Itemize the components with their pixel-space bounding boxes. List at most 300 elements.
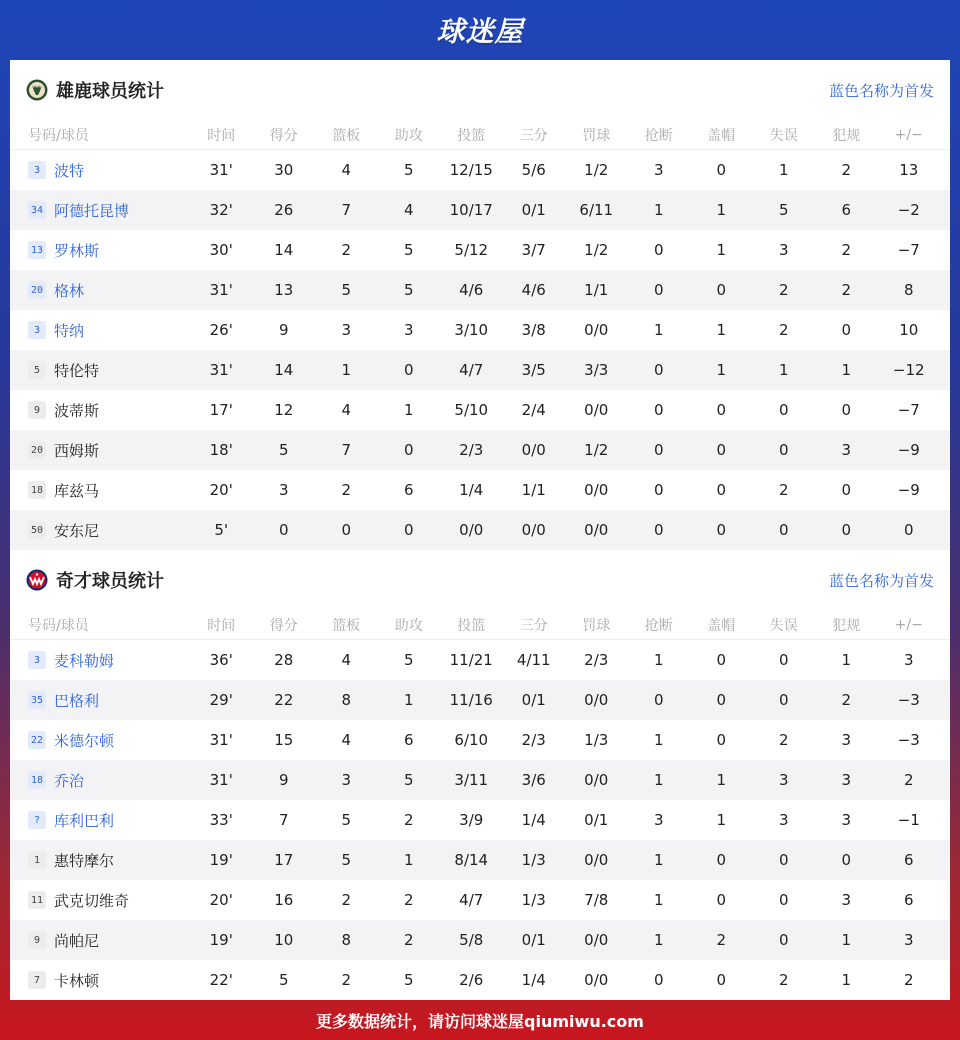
stat-cell: 1 bbox=[841, 931, 852, 949]
player-cell bbox=[10, 970, 190, 991]
stat-cell: 6 bbox=[903, 851, 914, 869]
stat-cell: 11/16 bbox=[449, 691, 493, 709]
stat-cell: 5 bbox=[278, 441, 289, 459]
stat-cell: 2 bbox=[778, 321, 789, 339]
player-row[interactable] bbox=[10, 720, 950, 760]
column-header: 投篮 bbox=[457, 617, 486, 634]
stat-cell: 0 bbox=[653, 401, 664, 419]
stat-cell: 0/0 bbox=[584, 481, 609, 499]
stat-cell: 7/8 bbox=[584, 891, 609, 909]
stat-cell: 0/1 bbox=[521, 931, 546, 949]
stat-cell: 1/4 bbox=[521, 811, 546, 829]
stat-cell: 2 bbox=[778, 481, 789, 499]
player-cell bbox=[10, 480, 190, 501]
stat-cell: 3 bbox=[841, 811, 852, 829]
stat-cell: 2 bbox=[778, 731, 789, 749]
player-cell bbox=[10, 240, 190, 261]
stat-cell: 1 bbox=[653, 891, 664, 909]
stat-cell: 30 bbox=[274, 161, 294, 179]
stat-cell: 5 bbox=[341, 281, 352, 299]
player-name[interactable]: 西姆斯 bbox=[54, 441, 100, 460]
stat-cell: −2 bbox=[897, 201, 920, 219]
player-name[interactable]: 麦科勒姆 bbox=[54, 651, 115, 670]
player-name[interactable]: 尚帕尼 bbox=[54, 931, 100, 950]
jersey-number-badge: ? bbox=[28, 811, 46, 829]
jersey-number-badge: 9 bbox=[28, 401, 46, 419]
stat-cell: 0 bbox=[653, 281, 664, 299]
stat-cell: 36' bbox=[209, 651, 233, 669]
stat-cell: 1 bbox=[716, 201, 727, 219]
stat-cell: 0 bbox=[653, 691, 664, 709]
column-header: 犯规 bbox=[832, 127, 861, 144]
stat-cell: 33' bbox=[209, 811, 233, 829]
stat-cell: 5' bbox=[214, 521, 229, 539]
stat-cell: 1 bbox=[778, 161, 789, 179]
stat-cell: 5 bbox=[403, 281, 414, 299]
stat-cell: 1 bbox=[653, 931, 664, 949]
column-header: 助攻 bbox=[394, 617, 423, 634]
stat-cell: 15 bbox=[274, 731, 294, 749]
stat-cell: 1/2 bbox=[584, 441, 609, 459]
stat-cell: 0 bbox=[716, 161, 727, 179]
stat-cell: 8/14 bbox=[454, 851, 489, 869]
stat-cell: 6/10 bbox=[454, 731, 489, 749]
stat-cell: 5 bbox=[278, 971, 289, 989]
stat-cell: 13 bbox=[899, 161, 919, 179]
stat-cell: 1 bbox=[716, 361, 727, 379]
stat-cell: 0 bbox=[716, 731, 727, 749]
stat-cell: 1 bbox=[653, 321, 664, 339]
column-header: 罚球 bbox=[582, 617, 611, 634]
stat-cell: 5/12 bbox=[454, 241, 489, 259]
player-cell bbox=[10, 810, 190, 831]
stat-cell: 5 bbox=[403, 651, 414, 669]
stat-cell: 4/7 bbox=[459, 891, 484, 909]
stat-cell: 0/0 bbox=[584, 521, 609, 539]
stat-cell: 26 bbox=[274, 201, 294, 219]
player-row[interactable] bbox=[10, 390, 950, 430]
stat-cell: 5 bbox=[341, 811, 352, 829]
stat-cell: 17' bbox=[209, 401, 233, 419]
stat-cell: 18' bbox=[209, 441, 233, 459]
stat-cell: 10/17 bbox=[449, 201, 493, 219]
team-section-bucks bbox=[10, 60, 950, 550]
stat-cell: 0 bbox=[716, 851, 727, 869]
stat-cell: 1 bbox=[403, 401, 414, 419]
stat-cell: −9 bbox=[897, 481, 920, 499]
stat-cell: 1 bbox=[841, 651, 852, 669]
stat-cell: 1/2 bbox=[584, 241, 609, 259]
stat-cell: 9 bbox=[278, 321, 289, 339]
stat-cell: 2 bbox=[403, 931, 414, 949]
stat-cell: 1 bbox=[653, 851, 664, 869]
stat-cell: 0 bbox=[841, 401, 852, 419]
jersey-number-badge: 20 bbox=[28, 281, 46, 299]
stat-cell: 5 bbox=[341, 851, 352, 869]
player-name[interactable]: 库利巴利 bbox=[54, 811, 115, 830]
team-name: 雄鹿球员统计 bbox=[56, 81, 164, 102]
stat-cell: 13 bbox=[274, 281, 294, 299]
stat-cell: 0 bbox=[841, 481, 852, 499]
stat-cell: −9 bbox=[897, 441, 920, 459]
player-row[interactable] bbox=[10, 960, 950, 1000]
team-section-wizards bbox=[10, 550, 950, 1000]
stat-cell: 5/6 bbox=[521, 161, 546, 179]
stat-cell: 6 bbox=[903, 891, 914, 909]
column-header: 抢断 bbox=[644, 617, 673, 634]
stat-cell: 26' bbox=[209, 321, 233, 339]
stat-cell: 1 bbox=[653, 771, 664, 789]
player-row[interactable] bbox=[10, 310, 950, 350]
stat-cell: 1 bbox=[716, 321, 727, 339]
player-cell bbox=[10, 850, 190, 871]
column-header: 时间 bbox=[207, 127, 236, 144]
player-row[interactable] bbox=[10, 510, 950, 550]
stat-cell: 2 bbox=[841, 241, 852, 259]
player-name[interactable]: 卡林顿 bbox=[54, 971, 100, 990]
stat-cell: 1 bbox=[403, 851, 414, 869]
stat-cell: 0/0 bbox=[521, 441, 546, 459]
stat-cell: 8 bbox=[341, 931, 352, 949]
stat-cell: 0 bbox=[841, 321, 852, 339]
stat-cell: 0 bbox=[841, 521, 852, 539]
stat-cell: 0/0 bbox=[584, 321, 609, 339]
footer-banner[interactable]: 更多数据统计，请访问球迷屋qiumiwu.com bbox=[316, 1011, 644, 1031]
stat-cell: −3 bbox=[897, 691, 920, 709]
stat-cell: 16 bbox=[274, 891, 294, 909]
player-row[interactable] bbox=[10, 640, 950, 680]
stat-cell: 10 bbox=[899, 321, 919, 339]
column-header: 罚球 bbox=[582, 127, 611, 144]
stat-cell: 1/2 bbox=[584, 161, 609, 179]
jersey-number-badge: 9 bbox=[28, 931, 46, 949]
player-row[interactable] bbox=[10, 760, 950, 800]
stat-cell: 0/0 bbox=[521, 521, 546, 539]
column-header: 助攻 bbox=[394, 127, 423, 144]
stat-cell: 31' bbox=[209, 281, 233, 299]
player-cell bbox=[10, 890, 190, 911]
stat-cell: 1 bbox=[653, 201, 664, 219]
stat-cell: 3/5 bbox=[521, 361, 546, 379]
player-name[interactable]: 惠特摩尔 bbox=[54, 851, 115, 870]
stat-cell: 4 bbox=[341, 731, 352, 749]
column-header: 抢断 bbox=[644, 127, 673, 144]
stat-cell: 0/0 bbox=[584, 771, 609, 789]
stat-cell: 32' bbox=[209, 201, 233, 219]
jersey-number-badge: 3 bbox=[28, 161, 46, 179]
stat-cell: 19' bbox=[209, 931, 233, 949]
stat-cell: 0 bbox=[778, 651, 789, 669]
stat-cell: 0/1 bbox=[521, 201, 546, 219]
stat-cell: 20' bbox=[209, 481, 233, 499]
stat-cell: 0 bbox=[403, 361, 414, 379]
jersey-number-badge: 20 bbox=[28, 441, 46, 459]
player-name[interactable]: 米德尔顿 bbox=[54, 731, 115, 750]
stat-cell: 2 bbox=[903, 771, 914, 789]
stat-cell: 6/11 bbox=[579, 201, 614, 219]
stat-cell: 1 bbox=[341, 361, 352, 379]
stat-cell: 31' bbox=[209, 731, 233, 749]
bucks-logo-icon bbox=[26, 79, 48, 101]
stat-cell: 3 bbox=[403, 321, 414, 339]
stat-cell: −12 bbox=[892, 361, 925, 379]
player-cell bbox=[10, 520, 190, 541]
stat-cell: 4/6 bbox=[521, 281, 546, 299]
jersey-number-badge: 22 bbox=[28, 731, 46, 749]
stat-cell: 1/4 bbox=[459, 481, 484, 499]
column-header: 投篮 bbox=[457, 127, 486, 144]
player-cell bbox=[10, 650, 190, 671]
stat-cell: 4/7 bbox=[459, 361, 484, 379]
player-cell bbox=[10, 200, 190, 221]
stat-cell: 3 bbox=[278, 481, 289, 499]
player-row[interactable] bbox=[10, 680, 950, 720]
stat-cell: 0/0 bbox=[584, 691, 609, 709]
column-header: 号码/球员 bbox=[28, 617, 89, 634]
stat-cell: 4/6 bbox=[459, 281, 484, 299]
stat-cell: 14 bbox=[274, 241, 294, 259]
stat-cell: 0 bbox=[341, 521, 352, 539]
stat-cell: 5 bbox=[403, 241, 414, 259]
player-row[interactable] bbox=[10, 840, 950, 880]
stat-cell: 11/21 bbox=[449, 651, 493, 669]
stat-cell: 8 bbox=[903, 281, 914, 299]
stat-cell: 0 bbox=[841, 851, 852, 869]
stat-cell: 2 bbox=[341, 891, 352, 909]
stat-cell: 2 bbox=[778, 971, 789, 989]
stat-cell: 3 bbox=[778, 771, 789, 789]
table-header-row bbox=[10, 120, 950, 150]
column-header: 号码/球员 bbox=[28, 127, 89, 144]
column-header: 盖帽 bbox=[707, 617, 736, 634]
player-row[interactable] bbox=[10, 150, 950, 190]
stat-cell: 7 bbox=[341, 441, 352, 459]
stat-cell: 3 bbox=[341, 321, 352, 339]
stat-cell: 4 bbox=[341, 401, 352, 419]
stat-cell: 19' bbox=[209, 851, 233, 869]
stat-cell: 3 bbox=[841, 891, 852, 909]
stat-cell: 2 bbox=[903, 971, 914, 989]
jersey-number-badge: 18 bbox=[28, 481, 46, 499]
player-name[interactable]: 罗林斯 bbox=[54, 241, 100, 260]
player-cell bbox=[10, 160, 190, 181]
stat-cell: 22' bbox=[209, 971, 233, 989]
player-cell bbox=[10, 440, 190, 461]
stat-cell: 0 bbox=[778, 891, 789, 909]
player-row[interactable] bbox=[10, 470, 950, 510]
stat-cell: 0 bbox=[778, 851, 789, 869]
starter-note: 蓝色名称为首发 bbox=[828, 81, 934, 100]
column-header: +/− bbox=[894, 616, 923, 633]
stat-cell: 0 bbox=[716, 651, 727, 669]
player-name[interactable]: 特伦特 bbox=[54, 361, 100, 380]
jersey-number-badge: 3 bbox=[28, 321, 46, 339]
stat-cell: 1 bbox=[716, 811, 727, 829]
team-header bbox=[10, 550, 950, 610]
stat-cell: 29' bbox=[209, 691, 233, 709]
stat-cell: 22 bbox=[274, 691, 294, 709]
player-row[interactable] bbox=[10, 430, 950, 470]
jersey-number-badge: 35 bbox=[28, 691, 46, 709]
stat-cell: 3 bbox=[653, 811, 664, 829]
stat-cell: 2 bbox=[341, 481, 352, 499]
player-row[interactable] bbox=[10, 230, 950, 270]
stat-cell: 0 bbox=[403, 521, 414, 539]
stat-cell: 9 bbox=[278, 771, 289, 789]
stat-cell: −3 bbox=[897, 731, 920, 749]
player-cell bbox=[10, 930, 190, 951]
stat-cell: 1 bbox=[841, 361, 852, 379]
team-name: 奇才球员统计 bbox=[56, 571, 164, 592]
stat-cell: 1 bbox=[403, 691, 414, 709]
stat-cell: 2 bbox=[341, 971, 352, 989]
stat-cell: 0 bbox=[653, 481, 664, 499]
stat-cell: 2/6 bbox=[459, 971, 484, 989]
stat-cell: 0 bbox=[716, 281, 727, 299]
stat-cell: 0 bbox=[653, 241, 664, 259]
stat-cell: 0 bbox=[653, 971, 664, 989]
stat-cell: 0 bbox=[716, 441, 727, 459]
stat-cell: 0 bbox=[653, 361, 664, 379]
stat-cell: 5 bbox=[403, 161, 414, 179]
stat-cell: 2 bbox=[841, 691, 852, 709]
stat-cell: 0/0 bbox=[584, 971, 609, 989]
starter-note: 蓝色名称为首发 bbox=[828, 571, 934, 590]
player-name[interactable]: 波特 bbox=[54, 161, 85, 180]
stat-cell: 0 bbox=[716, 481, 727, 499]
column-header: 篮板 bbox=[332, 127, 361, 144]
player-row[interactable] bbox=[10, 190, 950, 230]
stat-cell: 12/15 bbox=[449, 161, 493, 179]
stat-cell: 0 bbox=[653, 441, 664, 459]
player-name[interactable]: 库兹马 bbox=[54, 481, 100, 500]
stat-cell: 3 bbox=[903, 651, 914, 669]
player-cell bbox=[10, 360, 190, 381]
player-cell bbox=[10, 400, 190, 421]
stat-cell: 5/10 bbox=[454, 401, 489, 419]
player-cell bbox=[10, 690, 190, 711]
stat-cell: 3/9 bbox=[459, 811, 484, 829]
stat-cell: 0 bbox=[653, 521, 664, 539]
player-row[interactable] bbox=[10, 350, 950, 390]
stat-cell: 1 bbox=[716, 241, 727, 259]
column-header: 盖帽 bbox=[707, 127, 736, 144]
stat-cell: 3/10 bbox=[454, 321, 489, 339]
stat-cell: 1/1 bbox=[584, 281, 609, 299]
column-header: 得分 bbox=[269, 617, 298, 634]
player-name[interactable]: 格林 bbox=[54, 281, 85, 300]
stat-cell: 3 bbox=[841, 731, 852, 749]
player-cell bbox=[10, 320, 190, 341]
player-cell bbox=[10, 280, 190, 301]
stat-cell: 17 bbox=[274, 851, 294, 869]
stat-cell: 0/1 bbox=[584, 811, 609, 829]
jersey-number-badge: 13 bbox=[28, 241, 46, 259]
wizards-logo-icon bbox=[26, 569, 48, 591]
stat-cell: 1/1 bbox=[521, 481, 546, 499]
player-row[interactable] bbox=[10, 800, 950, 840]
stat-cell: 1/3 bbox=[521, 891, 546, 909]
stat-cell: 5 bbox=[403, 771, 414, 789]
stat-cell: 1/3 bbox=[584, 731, 609, 749]
stat-cell: 0/0 bbox=[584, 931, 609, 949]
column-header: 篮板 bbox=[332, 617, 361, 634]
stat-cell: 8 bbox=[341, 691, 352, 709]
stat-cell: 6 bbox=[841, 201, 852, 219]
site-logo[interactable]: 球迷屋 bbox=[436, 15, 524, 48]
player-name[interactable]: 波蒂斯 bbox=[54, 401, 100, 420]
stat-cell: 7 bbox=[278, 811, 289, 829]
team-title bbox=[26, 77, 164, 103]
stat-cell: 2 bbox=[841, 161, 852, 179]
stat-cell: 1 bbox=[653, 651, 664, 669]
jersey-number-badge: 7 bbox=[28, 971, 46, 989]
stat-cell: 6 bbox=[403, 731, 414, 749]
player-name[interactable]: 安东尼 bbox=[54, 521, 100, 540]
stat-cell: 2/3 bbox=[459, 441, 484, 459]
player-name[interactable]: 武克切维奇 bbox=[54, 891, 130, 910]
stat-cell: −7 bbox=[897, 241, 920, 259]
stat-cell: 2/3 bbox=[584, 651, 609, 669]
stat-cell: 3 bbox=[653, 161, 664, 179]
stat-cell: 3/3 bbox=[584, 361, 609, 379]
stat-cell: 0 bbox=[778, 401, 789, 419]
column-header: 三分 bbox=[519, 617, 548, 634]
stat-cell: 3 bbox=[778, 241, 789, 259]
stat-cell: 0/0 bbox=[584, 401, 609, 419]
stat-cell: 5/8 bbox=[459, 931, 484, 949]
column-header: 得分 bbox=[269, 127, 298, 144]
player-row[interactable] bbox=[10, 270, 950, 310]
player-name[interactable]: 乔治 bbox=[54, 771, 85, 790]
player-row[interactable] bbox=[10, 920, 950, 960]
stat-cell: 4 bbox=[341, 161, 352, 179]
jersey-number-badge: 1 bbox=[28, 851, 46, 869]
stat-cell: 6 bbox=[403, 481, 414, 499]
stat-cell: 0 bbox=[778, 521, 789, 539]
stat-cell: 5 bbox=[778, 201, 789, 219]
player-name[interactable]: 阿德托昆博 bbox=[54, 201, 130, 220]
player-cell bbox=[10, 770, 190, 791]
stat-cell: 2 bbox=[841, 281, 852, 299]
stat-cell: 0 bbox=[716, 891, 727, 909]
jersey-number-badge: 34 bbox=[28, 201, 46, 219]
column-header: 失误 bbox=[769, 127, 798, 144]
stat-cell: 3 bbox=[903, 931, 914, 949]
stat-cell: 31' bbox=[209, 161, 233, 179]
stat-cell: 4 bbox=[403, 201, 414, 219]
stat-cell: 30' bbox=[209, 241, 233, 259]
stat-cell: 0 bbox=[403, 441, 414, 459]
stat-cell: 3 bbox=[778, 811, 789, 829]
stat-cell: 3/8 bbox=[521, 321, 546, 339]
stat-cell: 2/4 bbox=[521, 401, 546, 419]
stat-cell: 3 bbox=[841, 441, 852, 459]
player-name[interactable]: 巴格利 bbox=[54, 691, 100, 710]
stat-cell: 3/11 bbox=[454, 771, 489, 789]
stat-cell: 7 bbox=[341, 201, 352, 219]
table-header-row bbox=[10, 610, 950, 640]
stat-cell: 31' bbox=[209, 361, 233, 379]
stat-cell: 3/7 bbox=[521, 241, 546, 259]
column-header: +/− bbox=[894, 126, 923, 143]
stat-cell: 2 bbox=[403, 811, 414, 829]
player-row[interactable] bbox=[10, 880, 950, 920]
stat-cell: 0 bbox=[716, 521, 727, 539]
player-name[interactable]: 特纳 bbox=[54, 321, 85, 340]
stat-cell: 0 bbox=[278, 521, 289, 539]
stat-cell: 28 bbox=[274, 651, 294, 669]
